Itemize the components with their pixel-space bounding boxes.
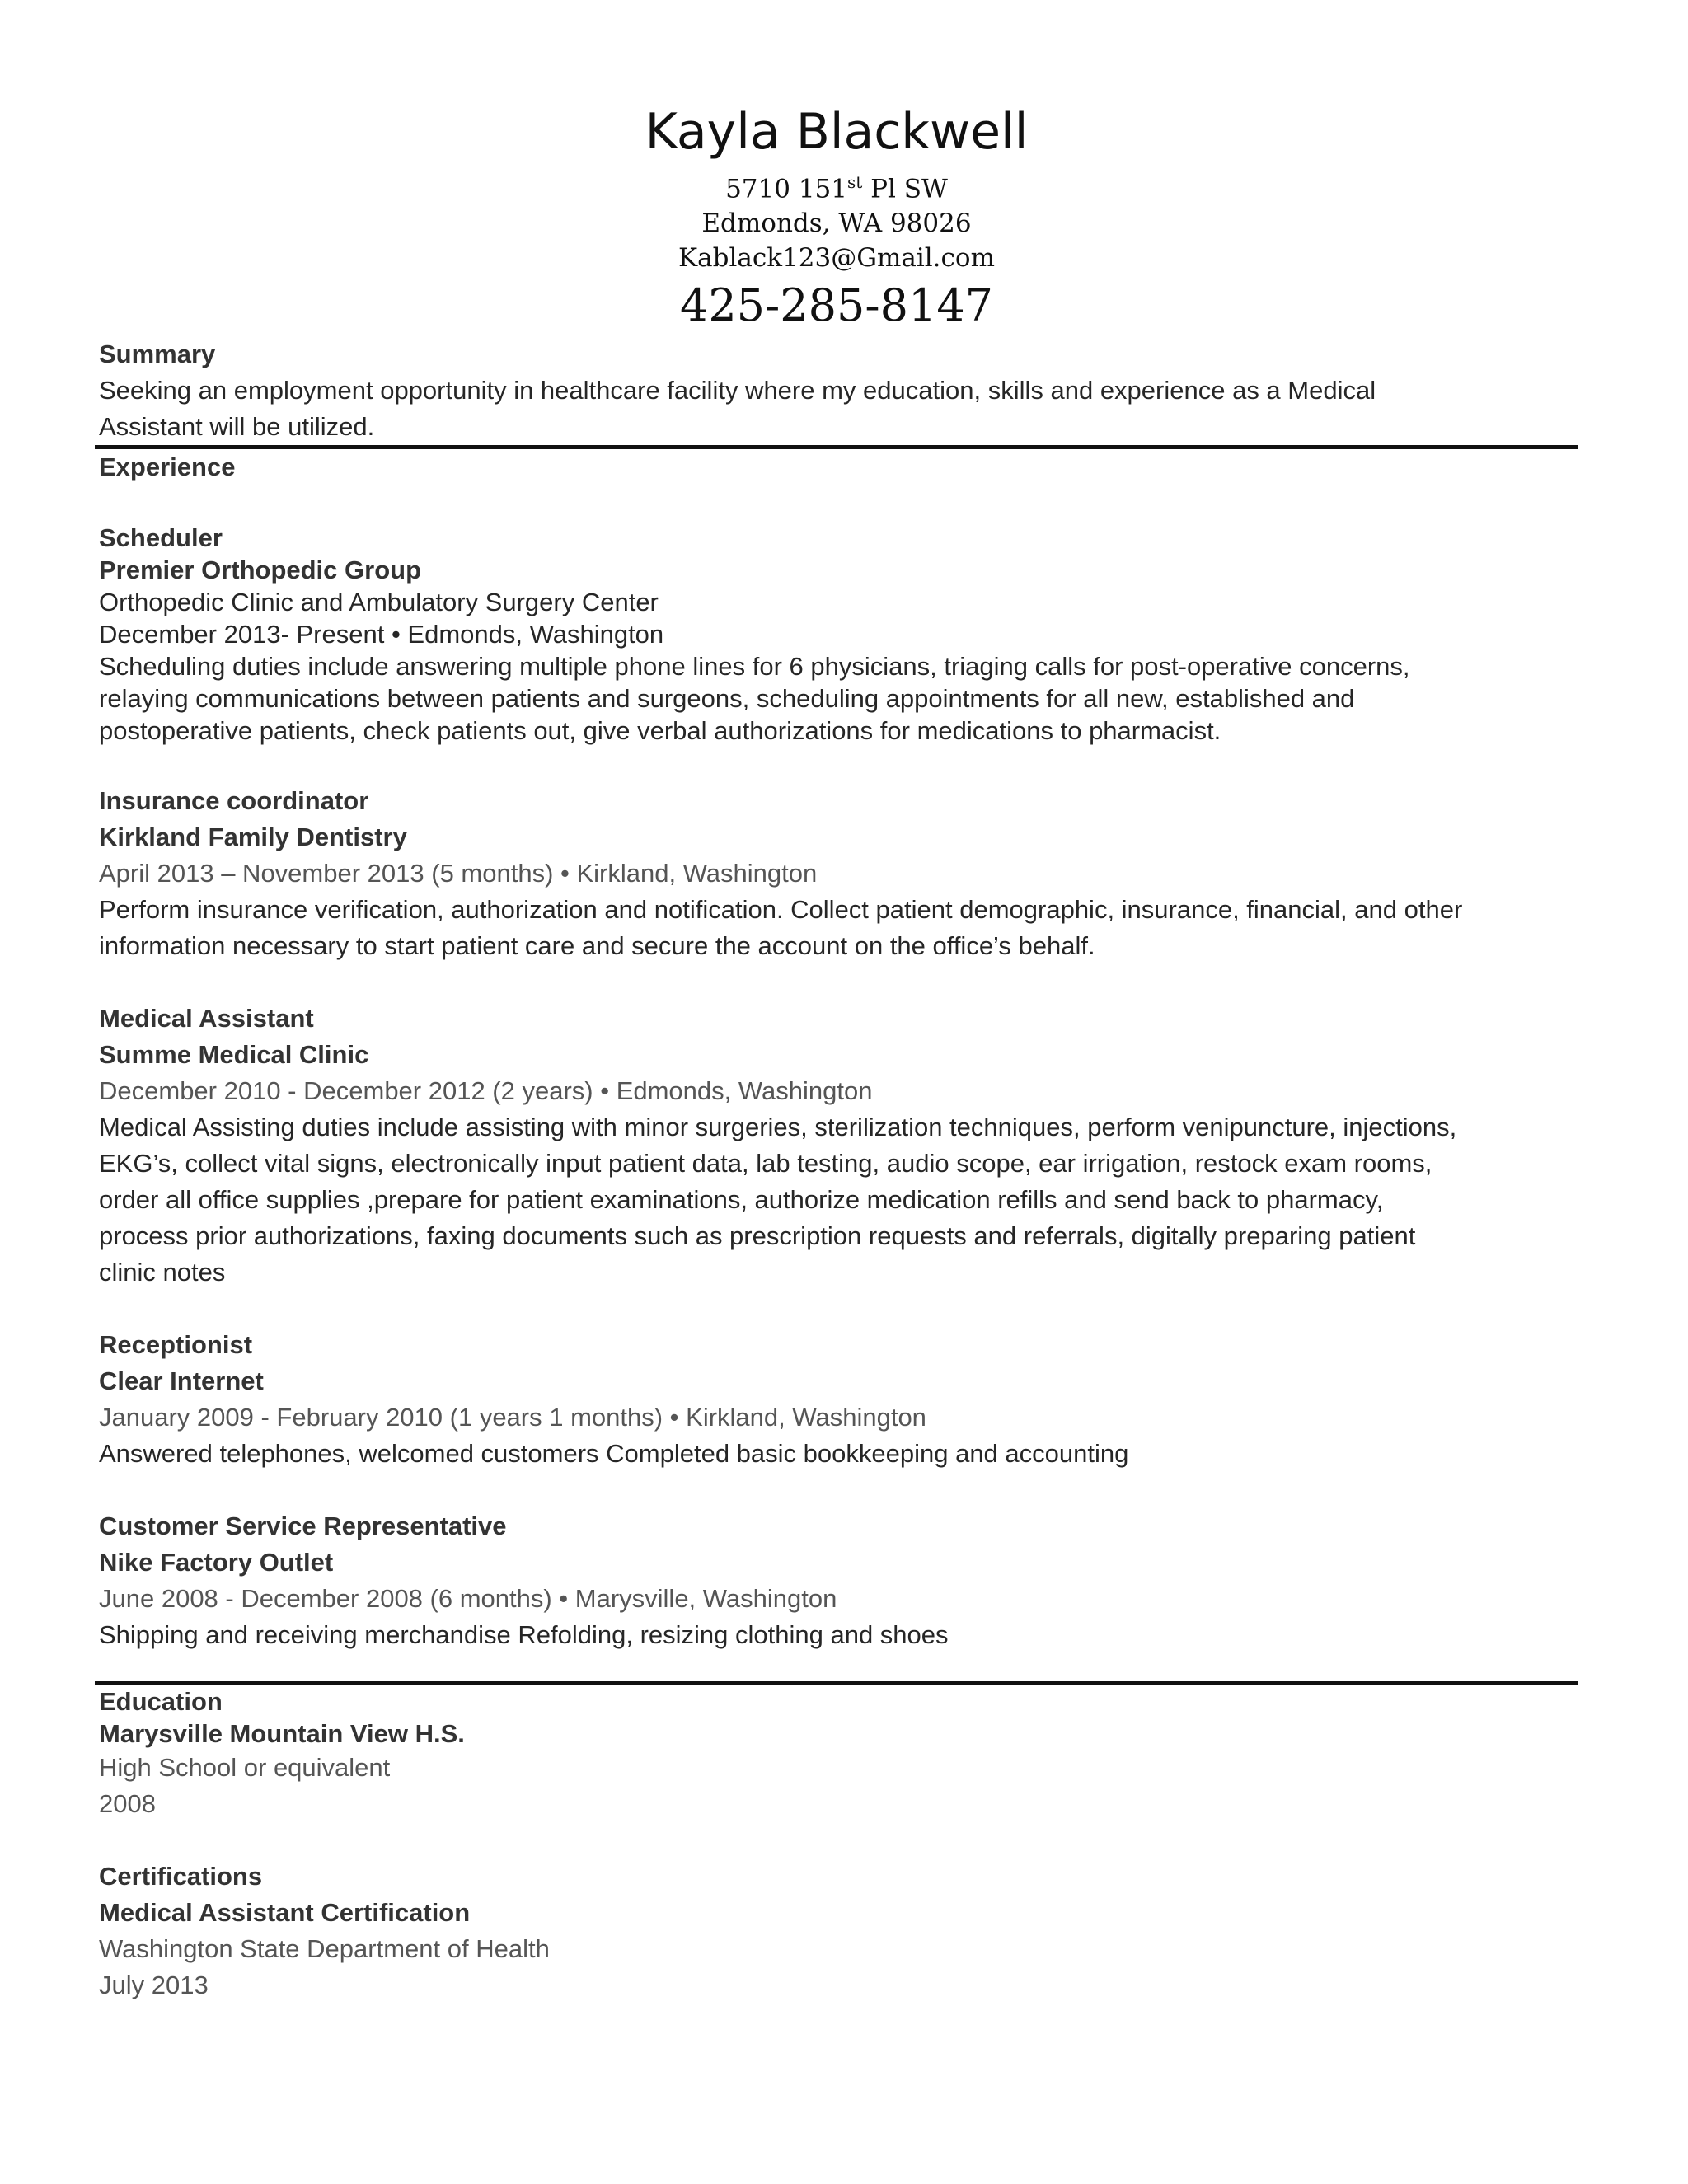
job-entry xyxy=(99,1327,1574,1472)
resume-header xyxy=(99,99,1574,336)
certification-issuer: Washington State Department of Health xyxy=(99,1934,550,1964)
job-description-line: postoperative patients, check patients out, give verbal authorizations for medications to pharmacist. xyxy=(99,716,1221,746)
job-description-line: Answered telephones, welcomed customers Completed basic bookkeeping and accounting xyxy=(99,1439,1129,1469)
address-line-1-main: 5710 151 xyxy=(725,174,847,204)
job-description-line: Perform insurance verification, authorization and notification. Collect patient demographic, insurance, financial, and other xyxy=(99,895,1463,925)
email: Kablack123@Gmail.com xyxy=(678,243,995,274)
job-dates: January 2009 - February 2010 (1 years 1 months) • Kirkland, Washington xyxy=(99,1403,926,1432)
job-company: Premier Orthopedic Group xyxy=(99,555,422,585)
job-title: Customer Service Representative xyxy=(99,1511,507,1541)
phone-number: 425-285-8147 xyxy=(679,279,994,332)
certifications-heading: Certifications xyxy=(99,1862,263,1891)
job-title: Scheduler xyxy=(99,523,223,553)
job-entry xyxy=(99,783,1574,964)
education-year: 2008 xyxy=(99,1789,156,1819)
job-description-line: Shipping and receiving merchandise Refolding, resizing clothing and shoes xyxy=(99,1620,949,1650)
education-section xyxy=(99,1685,1574,1822)
resume-page xyxy=(99,99,1574,2004)
candidate-name: Kayla Blackwell xyxy=(645,103,1029,161)
certification-date: July 2013 xyxy=(99,1971,209,2000)
certifications-section xyxy=(99,1858,1574,2004)
job-description-line: EKG’s, collect vital signs, electronically input patient data, lab testing, audio scope, ear irrigation, restock exam rooms, xyxy=(99,1149,1432,1179)
address-ordinal-suffix: st xyxy=(847,172,863,192)
job-description-line: relaying communications between patients and surgeons, scheduling appointments for all new, established and xyxy=(99,684,1355,714)
job-title: Receptionist xyxy=(99,1330,253,1360)
education-heading: Education xyxy=(99,1687,223,1717)
job-description-line: information necessary to start patient care and secure the account on the office’s behalf. xyxy=(99,931,1095,961)
job-entry xyxy=(99,522,1574,747)
job-entry xyxy=(99,1001,1574,1291)
job-dates: December 2010 - December 2012 (2 years) • Edmonds, Washington xyxy=(99,1076,873,1106)
job-description-line: clinic notes xyxy=(99,1258,226,1287)
job-title: Medical Assistant xyxy=(99,1004,314,1033)
job-dates: December 2013- Present • Edmonds, Washington xyxy=(99,620,664,649)
education-degree: High School or equivalent xyxy=(99,1753,391,1783)
job-company: Kirkland Family Dentistry xyxy=(99,823,407,852)
certification-name: Medical Assistant Certification xyxy=(99,1898,471,1928)
education-school: Marysville Mountain View H.S. xyxy=(99,1719,465,1749)
job-description-line: Scheduling duties include answering multiple phone lines for 6 physicians, triaging calls for post-operative concerns, xyxy=(99,652,1410,682)
experience-section xyxy=(99,449,1574,1681)
job-description-line: Medical Assisting duties include assisting with minor surgeries, sterilization techniques, perform venipuncture, injections, xyxy=(99,1113,1457,1142)
address-line-2: Edmonds, WA 98026 xyxy=(701,209,972,239)
address-line-1 xyxy=(99,165,1574,206)
job-dates: April 2013 – November 2013 (5 months) • Kirkland, Washington xyxy=(99,859,818,888)
job-title: Insurance coordinator xyxy=(99,786,369,816)
summary-line-1: Seeking an employment opportunity in healthcare facility where my education, skills and experience as a Medical xyxy=(99,376,1376,405)
job-description-line: order all office supplies ,prepare for patient examinations, authorize medication refills and send back to pharmacy, xyxy=(99,1185,1384,1215)
job-company: Clear Internet xyxy=(99,1366,264,1396)
job-subtitle: Orthopedic Clinic and Ambulatory Surgery Center xyxy=(99,588,659,617)
job-company: Summe Medical Clinic xyxy=(99,1040,369,1070)
summary-line-2: Assistant will be utilized. xyxy=(99,412,375,442)
job-dates: June 2008 - December 2008 (6 months) • Marysville, Washington xyxy=(99,1584,837,1614)
job-entry xyxy=(99,1508,1574,1653)
summary-section xyxy=(99,336,1574,445)
summary-heading: Summary xyxy=(99,340,216,369)
job-company: Nike Factory Outlet xyxy=(99,1548,334,1577)
experience-heading: Experience xyxy=(99,452,236,482)
job-description-line: process prior authorizations, faxing documents such as prescription requests and referrals, digitally preparing patient xyxy=(99,1221,1416,1251)
address-line-1-street: Pl SW xyxy=(862,174,948,204)
